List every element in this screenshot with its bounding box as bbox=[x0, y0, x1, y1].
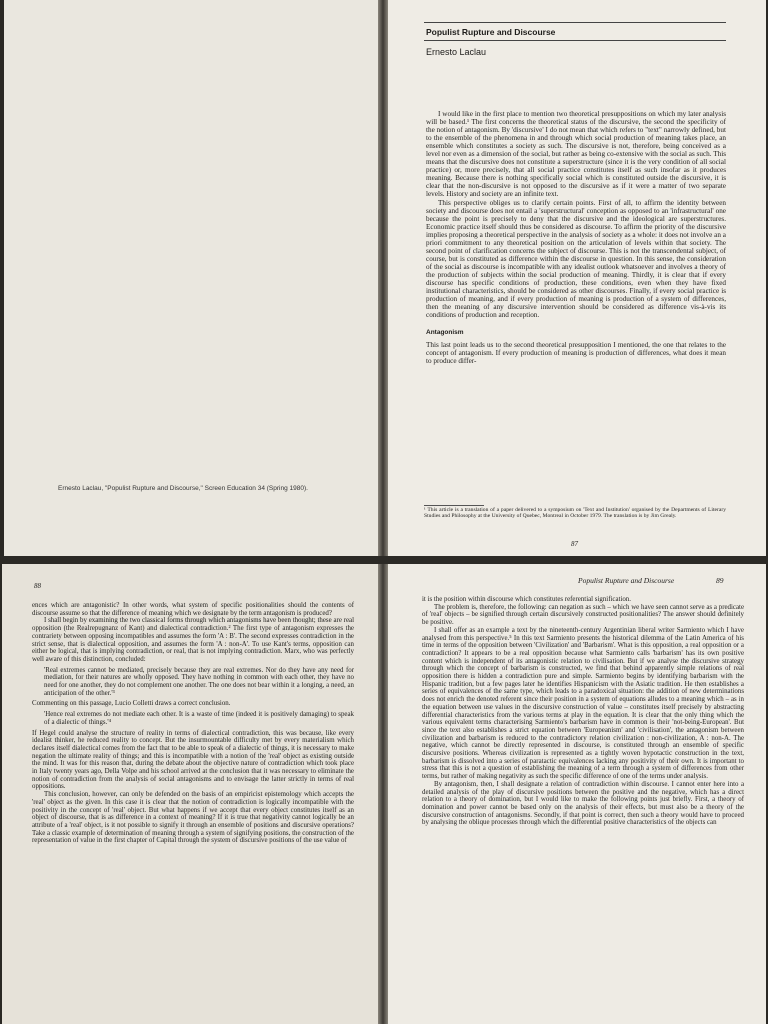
page-89 bbox=[386, 562, 766, 1024]
block-quote: 'Hence real extremes do not mediate each other. It is a waste of time (indeed it is positively damaging) to speak of a dialectic of things.'⁴ bbox=[44, 711, 354, 726]
paragraph: Commenting on this passage, Lucio Colletti draws a correct conclusion. bbox=[32, 700, 231, 708]
paragraph: I shall begin by examining the two classical forms through which antagonisms have been thought; these are real opposition (the Realrepugnanz of Kant) and dialectical contradiction.² The first type of antagonism expresses the contrariety between opposing incompatibles and assumes the form 'A : B'. The second expresses contradiction in the strict sense, that is dialectical opposition, and assumes the form 'A : non-A'. To use Kant's terms, opposition can either be logical, that is implying contradiction, or real, that is not implying contradiction. Marx, who was perfectly well aware of this distinction, concluded: bbox=[32, 617, 354, 663]
paragraph: This last point leads us to the second theoretical presupposition I mentioned, the one that relates to the concept of antagonism. If every production of meaning is production of differences, what does it mean to produce differ- bbox=[426, 341, 726, 366]
page-top-left bbox=[4, 0, 380, 558]
paragraph: If Hegel could analyse the structure of reality in terms of dialectical contradiction, this was because, like every idealist thinker, he reduced reality to concept. But the insurmountable difficulty met by every materialism which declares itself dialectical comes from the fact that to be able to speak of a dialectic of things, it is necessary to make negation the ultimate reality of things; and this is incompatible with a notion of the 'real' object as existing outside the mind. It was for this reason that, during the debate about the objective nature of contradiction which took place in Italy twenty years ago, Della Volpe and his school arrived at the conclusion that it was necessary to eliminate the notion of contradiction from the analysis of social antagonisms and to envisage the latter strictly in terms of real oppositions. bbox=[32, 729, 354, 791]
body-text-88 bbox=[32, 602, 354, 845]
article-author: Ernesto Laclau bbox=[426, 47, 487, 57]
footnote-rule bbox=[424, 505, 484, 506]
paragraph: I would like in the first place to mention two theoretical presuppositions on which my later analysis will be based.¹ The first concerns the theoretical status of the discursive, the second the specificity of the notion of antagonism. By 'discursive' I do not mean that which refers to "text" narrowly defined, but to the ensemble of the phenomena in and through which social production of meaning takes place, an ensemble which constitutes a society as such. The discursive is not, therefore, being conceived as a level nor even as a dimension of the social, but rather as being co-extensive with the social as such. This means that the discursive does not constitute a superstructure (since it is the very condition of all social practice) or, more precisely, that all social practice constitutes itself as such insofar as it produces meaning. Because there is nothing specifically social which is constituted outside the discursive, it is clear that the non-discursive is not opposed to the discursive as if it were a matter of two separate levels. History and society are an infinite text. bbox=[426, 110, 726, 199]
footnote: ¹ This article is a translation of a paper delivered to a symposium on 'Text and Institution' organised by the Departments of Literary Studies and Philosophy at the University of Quebec, Montreal in October 1979. The translation is by Jim Grealy. bbox=[424, 507, 726, 520]
body-text-89 bbox=[422, 596, 744, 827]
citation-credit: Ernesto Laclau, "Populist Rupture and Discourse," Screen Education 34 (Spring 1980). bbox=[58, 485, 308, 492]
section-heading: Antagonism bbox=[426, 329, 464, 337]
page-87 bbox=[386, 0, 766, 558]
paragraph: ences which are antagonistic? In other words, what system of specific positionalities should the contents of discourse assume so that the difference of meaning which we designate by the term antagonism is produced? bbox=[32, 602, 354, 617]
paragraph: This conclusion, however, can only be defended on the basis of an empiricist epistemology which accepts the 'real' object as the given. In this case it is clear that the notion of contradiction is logically incompatible with the positivity in the concept of 'real' object. But what happens if we accept that every object constitutes itself as an object of discourse, that is as difference in a context of meaning? If it is true that negativity cannot logically be an attribute of a 'real' object, is it not possible to signify it through an ensemble of positions and discursive operations? Take a classic example of determination of meaning through a system of signifying positions, the construction of the representation of value in the first chapter of Capital through the system of discursive positions of the use value of bbox=[32, 791, 354, 845]
page-88 bbox=[2, 562, 382, 1024]
title-rule-bottom bbox=[424, 40, 726, 41]
paragraph: By antagonism, then, I shall designate a relation of contradiction within discourse. I cannot enter here into a detailed analysis of the play of discursive positions between the positive and the negative, which has a direct relation to a theory of domination, but I would like to make the following points just briefly. First, a theory of domination and power cannot be based only on the analysis of their effects, but must also be a theory of the discursive construction of antagonisms. Secondly, if that point is correct, then such a theory would have to proceed by analysing the oblique processes through which the differential positive characteristics of the objects can bbox=[422, 780, 744, 827]
block-quote: 'Real extremes cannot be mediated, precisely because they are real extremes. Nor do they have any need for mediation, for their natures are wholly opposed. They have nothing in common with each other, they have no need for one another, they do not complement one another. The one does not bear within it a longing, a need, an anticipation of the other.'³ bbox=[44, 666, 354, 697]
body-text-87 bbox=[426, 110, 726, 365]
title-rule-top bbox=[424, 22, 726, 23]
paragraph: The problem is, therefore, the following: can negation as such – which we have seen cannot serve as a predicate of 'real' objects – be signified through certain discursively constructed positionalities? The answer should definitely be positive. bbox=[422, 603, 744, 627]
paragraph: This perspective obliges us to clarify certain points. First of all, to affirm the identity between society and discourse does not entail a 'superstructural' conception as opposed to an 'infrastructural' one because the point is precisely to deny that the discursive and the ideological are superstructures. Economic practice itself should thus be considered as discourse. To affirm the priority of the discursive implies proposing a theoretical perspective in the analysis of society as a whole: it does not involve an a priori commitment to any theoretical position on the articulation of levels within that society. The second point of clarification concerns the subject of discourse. This is not the transcendental subject, of course, but is constituted as difference within the discourse in question. In this sense, the consideration of the social as discourse is incompatible with any idealist outlook whatsoever and involves a theory of the production of subjects within the social production of meaning. Thirdly, it is clear that if every discourse has specific conditions of production, these conditions, even when they have fixed institutional characteristics, should be considered as other discourses. Finally, if every social practice is production of meaning, and if every production of meaning is production of a system of differences, then the meaning of any discursive intervention should be considered as difference vis-à-vis its conditions of production and reception. bbox=[426, 198, 726, 320]
page-number: 87 bbox=[571, 540, 578, 548]
scan-divider bbox=[0, 556, 768, 564]
page-number: 89 bbox=[716, 576, 724, 585]
paragraph: I shall offer as an example a text by the nineteenth-century Argentinian liberal writer Sarmiento which I have analysed from this perspective.⁵ In this text Sarmiento presents the historical dilemma of the Latin America of his time in terms of the opposition between 'Civilization' and 'Barbarism'. What is this opposition, a real opposition or a contradiction? It appears to be a real opposition because what Sarmiento calls 'barbarism' has its own positive content which is independent of its antagonistic relation to civilisation. But if we analyse the discursive strategy through which the concept of barbarism is constructed, we find that behind apparently simple relations of real opposition there is hidden a contradiction pure and simple. Sarmiento begins by identifying barbarism with the Hispanic tradition, but a few pages later he identifies Hispanicism with the Asiatic tradition. He then establishes a series of equivalences of the same type, which leads to a paradoxical situation: the addition of new determinations does not enrich the denoted referent since their position in a system of equations alludes to a meaning which – as in the equation between use values in the discursive construction of value – constitutes itself precisely by abstracting differential characteristics from the various terms at play in the equation. It is clear that the only thing which the various equivalent terms characterising Sarmiento's barbarism have in common is their 'not-being-European'. But since the text also establishes a strict equation between 'Europeanism' and 'civilisation', the antagonism between civilization and barbarism is reduced to the contradictory relation civilization : non-civilization, A : non-A. The negative, which cannot be directly represented in discourse, is constituted through an ensemble of specific discursive positions. Whereas civilization is represented as a tightly woven hypotactic construction in the text, barbarism is dissolved into a series of paratactic equivalences lacking any positivity of their own. It is important to stress that this is not a question of establishing the meaning of a term through a system of differences from other terms, but rather of making negativity as such the specific difference of one of the terms under analysis. bbox=[422, 626, 744, 781]
page-number: 88 bbox=[34, 582, 41, 590]
running-head: Populist Rupture and Discourse bbox=[578, 576, 675, 585]
book-gutter bbox=[378, 0, 388, 1024]
article-title: Populist Rupture and Discourse bbox=[426, 27, 556, 37]
paragraph: it is the position within discourse which constitutes referential signification. bbox=[422, 596, 631, 603]
